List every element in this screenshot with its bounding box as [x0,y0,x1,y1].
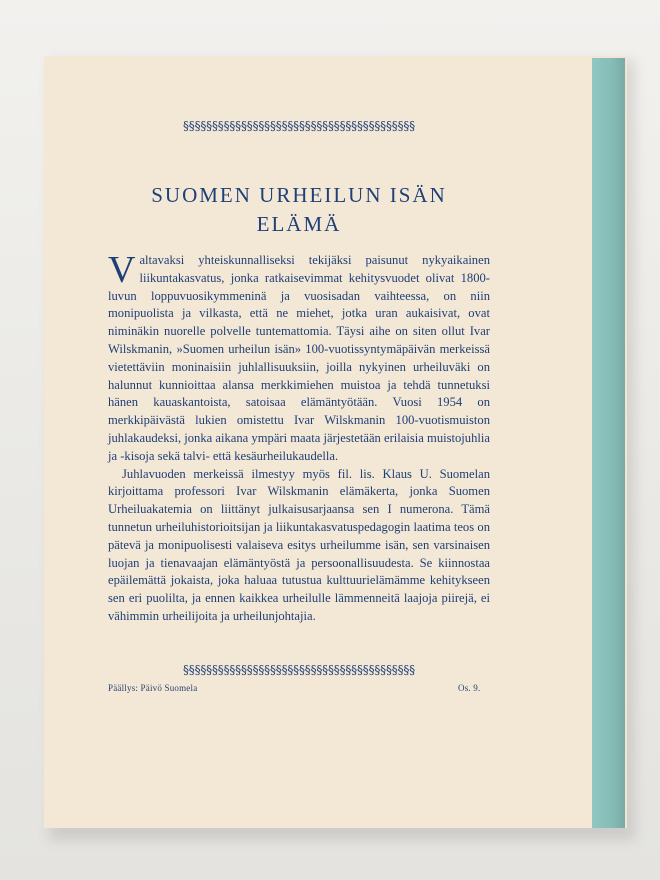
blurb-paragraph-2: Juhlavuoden merkeissä ilmestyy myös fil. lis. Klaus U. Suomelan kirjoittama professori Ivar Wilskmanin elämäkerta, jonka Suomen Urheiluakatemia on liittänyt julkaisusarjaansa sen I numerona. Tämä tunnetun urheiluhistorioitsijan ja liikuntakasvatuspedagogin laatima teos on pätevä ja monipuolisesti valaiseva esitys urheilumme isän, sen varsinaisen luojan ja tienavaajan elämäntyöstä ja persoonallisuudesta. Se kiinnostaa epäilemättä jokaista, joka haluaa tutustua kulttuurielämämme kehitykseen sen eri puolilta, ja ennen kaikkea urheilulle lämmenneitä laajoja piirejä, ei vähimmin urheilijoita ja urheilunjohtajia. [108,466,490,623]
blurb-paragraph-1 [108,249,490,466]
blurb-text [108,249,490,626]
blurb-paragraph-1-text: altavaksi yhteiskunnalliseksi tekijäksi paisunut nykyaikainen liikuntakasvatus, jonka ratkaisevimmat kehitysvuodet olivat 1800-luvun loppuvuosikymmeninä ja vuosisadan vaihteessa, on niin monipuolista ja vilkasta, että ne miehet, jotka uran aukaisivat, ovat niminäkin nuorelle polvelle tuntemattomia. Täysi aihe on siten ollut Ivar Wilskmanin, »Suomen urheilun isän» 100-vuotissyntymäpäivän merkeissä vietettäviin moninaisiin juhlallisuuksiin, joilla nykyinen urheiluväki on halunnut kunnioittaa alansa merkkimiehen muistoa ja tehdä tunnetuksi hänen kauaskantoista, satoisaa elämäntyötään. Vuosi 1954 on merkkipäivästä lukien omistettu Ivar Wilskmanin 100-vuotismuiston juhlakaudeksi, jonka aikana ympäri maata järjestetään erilaisia muistojuhlia ja -kisoja sekä talvi- että kesäurheilukaudella. [108,253,490,463]
ornament-border-top: §§§§§§§§§§§§§§§§§§§§§§§§§§§§§§§§§§§§§§§§ [182,120,415,132]
cover-credit: Päällys: Päivö Suomela [108,683,198,693]
book-spine-edge [590,58,625,828]
series-number: Os. 9. [458,683,481,693]
ornament-border-bottom: §§§§§§§§§§§§§§§§§§§§§§§§§§§§§§§§§§§§§§§§ [182,664,415,676]
cover-title-line2: ELÄMÄ [256,212,342,236]
drop-cap: V [108,249,136,291]
cover-title-line1: SUOMEN URHEILUN ISÄN [151,183,447,207]
